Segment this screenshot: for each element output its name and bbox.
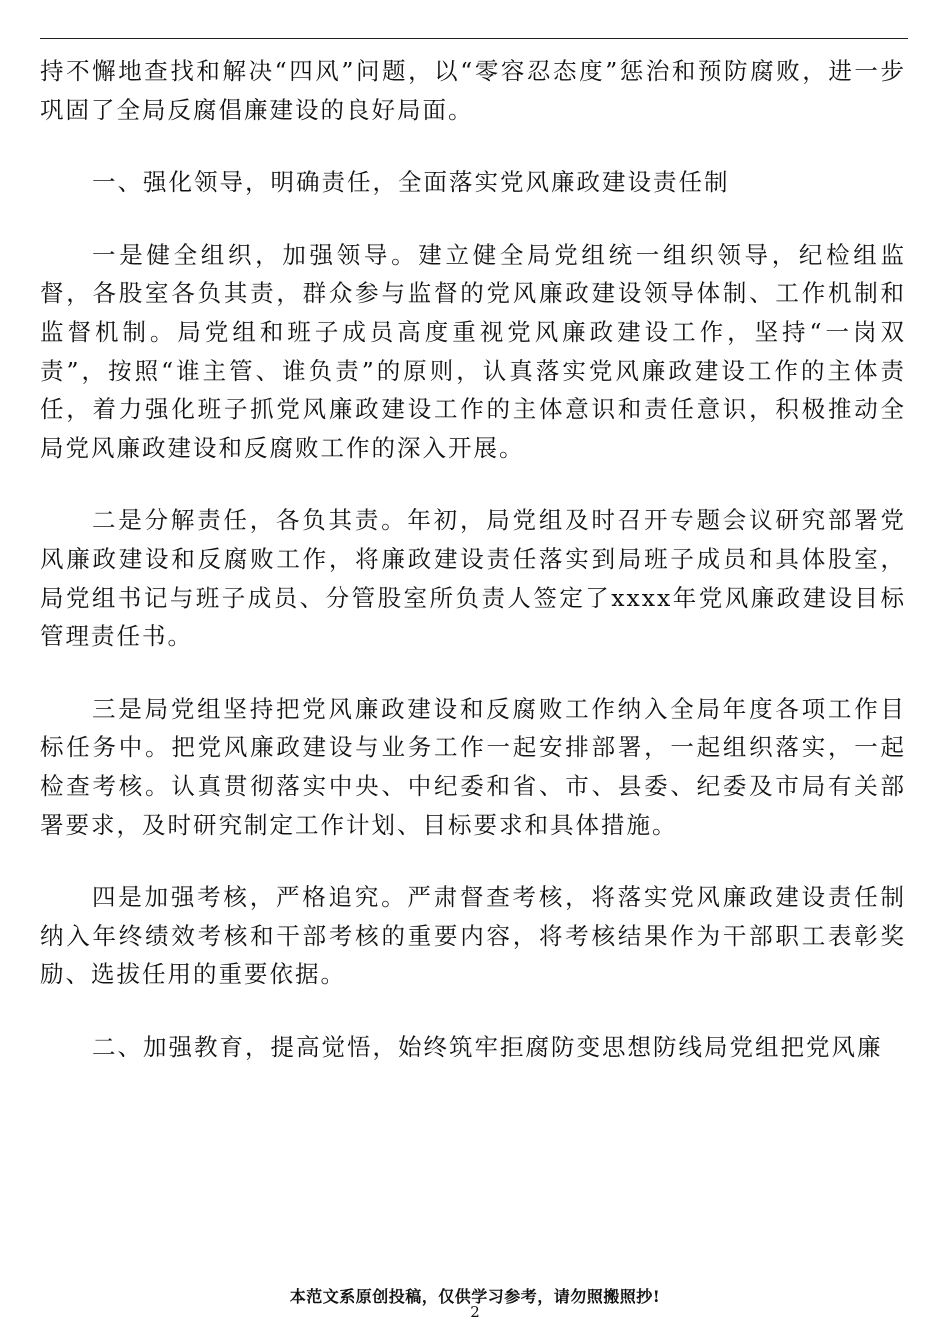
paragraph-continuation: 持不懈地查找和解决“四风”问题，以“零容忍态度”惩治和预防腐败，进一步巩固了全局反腐倡廉建设的良好局面。	[40, 57, 906, 124]
paragraph-2: 二是分解责任，各负其责。年初，局党组及时召开专题会议研究部署党风廉政建设和反腐败工作，将廉政建设责任落实到局班子成员和具体股室，局党组书记与班子成员、分管股室所负责人签定了xxxx年党风廉政建设目标管理责任书。	[40, 506, 906, 651]
page-number: 2	[470, 1303, 480, 1321]
section-heading-2: 二、加强教育，提高觉悟，始终筑牢拒腐防变思想防线局党组把党风廉	[92, 1032, 883, 1061]
paragraph-3: 三是局党组坚持把党风廉政建设和反腐败工作纳入全局年度各项工作目标任务中。把党风廉政建设与业务工作一起安排部署，一起组织落实，一起检查考核。认真贯彻落实中央、中纪委和省、市、县委、纪委及市局有关部署要求，及时研究制定工作计划、目标要求和具体措施。	[40, 694, 906, 839]
paragraph-1: 一是健全组织，加强领导。建立健全局党组统一组织领导，纪检组监督，各股室各负其责，群众参与监督的党风廉政建设领导体制、工作机制和监督机制。局党组和班子成员高度重视党风廉政建设工作，坚持“一岗双责”，按照“谁主管、谁负责”的原则，认真落实党风廉政建设工作的主体责任，着力强化班子抓党风廉政建设工作的主体意识和责任意识，积极推动全局党风廉政建设和反腐败工作的深入开展。	[40, 240, 906, 462]
section-heading-1: 一、强化领导，明确责任，全面落实党风廉政建设责任制	[92, 168, 730, 197]
document-body	[40, 52, 906, 1066]
header-rule	[40, 38, 908, 39]
footer-disclaimer: 本范文系原创投稿，仅供学习参考，请勿照搬照抄!	[289, 1287, 661, 1306]
paragraph-4: 四是加强考核，严格追究。严肃督查考核，将落实党风廉政建设责任制纳入年终绩效考核和干部考核的重要内容，将考核结果作为干部职工表彰奖励、选拔任用的重要依据。	[40, 883, 906, 989]
